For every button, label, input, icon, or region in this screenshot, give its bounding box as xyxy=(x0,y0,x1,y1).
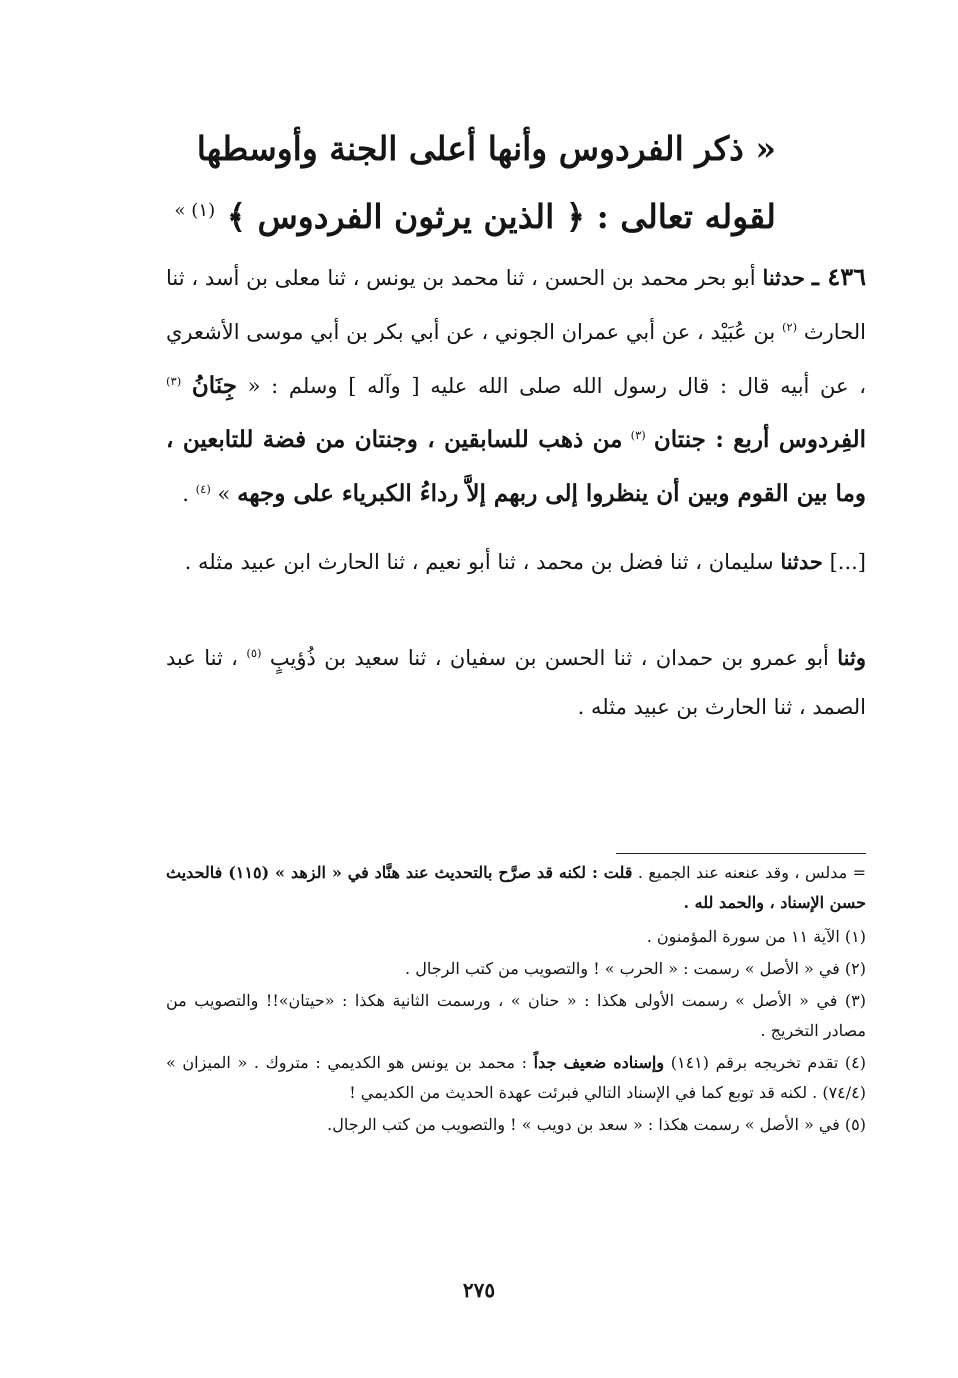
chapter-title-line-1: « ذكر الفردوس وأنها أعلى الجنة وأوسطها xyxy=(196,129,776,168)
footnote-ref-5: (٥) xyxy=(246,646,262,660)
chain-2-opener: حدثنا xyxy=(780,549,823,574)
footnote-continuation-part-1: = مدلس ، وقد عنعنه عند الجميع . xyxy=(632,863,867,882)
chain-2-bracket: [...] xyxy=(822,550,866,574)
footnote-continuation xyxy=(166,858,866,918)
hadith-matn-part-2: الفِردوس أربع : جنتان xyxy=(653,426,866,453)
hadith-436-paragraph xyxy=(166,252,866,519)
main-text xyxy=(166,252,866,732)
chapter-title-verse: لقوله تعالى : ﴿ الذين يرثون الفردوس ﴾ xyxy=(226,197,776,236)
footnote-3: (٣) في « الأصل » رسمت الأولى هكذا : « حنان » ، ورسمت الثانية هكذا : «حيتان»!! والتصويب من مصادر التخريج . xyxy=(166,991,866,1040)
chain-3-opener: وثنا xyxy=(837,645,866,670)
chain-2-paragraph xyxy=(166,537,866,587)
hadith-isnad-part-1: أبو بحر محمد بن الحسن ، ثنا محمد بن يونس ، ثنا معلى بن أسد ، ثنا الحارث xyxy=(166,266,866,344)
hadith-close-quote: » xyxy=(210,482,238,506)
footnote-ref-3a: (٣) xyxy=(166,374,182,388)
hadith-matn-part-1: جِنَانُ xyxy=(191,372,237,399)
footnote-4-grade: وإسناده ضعيف جداً xyxy=(533,1053,665,1072)
chain-2-text: سليمان ، ثنا فضل بن محمد ، ثنا أبو نعيم ، ثنا الحارث ابن عبيد مثله . xyxy=(184,550,774,574)
footnote-ref-1: (١) » xyxy=(174,200,216,221)
chain-3-text-part-2: ، ثنا عبد الصمد ، ثنا الحارث بن عبيد مثله . xyxy=(166,646,866,719)
footnote-4 xyxy=(166,1048,866,1108)
footnote-4-part-2: : محمد بن يونس هو الكديمي : متروك . « الميزان » (٧٤/٤) . لكنه قد توبع كما في الإسناد التالي فبرئت عهدة الحديث من الكديمي ! xyxy=(166,1053,866,1102)
footnote-ref-4: (٤) xyxy=(195,482,211,496)
footnote-ref-2: (٢) xyxy=(781,320,798,334)
footnotes xyxy=(166,858,866,1142)
footnote-continuation-part-2: قلت : لكنه قد صرَّح بالتحديث عند هنَّاد في « الزهد » (١١٥) فالحديث حسن الإسناد ، والحمد لله . xyxy=(166,863,866,912)
footnote-ref-3b: (٣) xyxy=(630,428,646,442)
hadith-number: ٤٣٦ ـ xyxy=(811,262,866,291)
hadith-matn-part-3: من ذهب للسابقين ، وجنتان من فضة للتابعين ، وما بين القوم وبين أن ينظروا إلى ربهم إلاَّ رداءُ الكبرياء على وجهه xyxy=(166,426,866,507)
chapter-heading xyxy=(136,118,776,248)
hadith-isnad-part-2: بن عُبَيْد ، عن أبي عمران الجوني ، عن أبي بكر بن أبي موسى الأشعري ، عن أبيه قال : قال رسول الله صلى الله عليه [ وآله ] وسلم : « xyxy=(166,320,866,398)
chain-3-paragraph xyxy=(166,629,866,732)
footnote-5: (٥) في « الأصل » رسمت هكذا : « سعد بن دويب » ! والتصويب من كتب الرجال. xyxy=(327,1115,866,1134)
footnote-2: (٢) في « الأصل » رسمت : « الحرب » ! والتصويب من كتب الرجال . xyxy=(405,959,866,978)
hadith-opener: حدثنا xyxy=(762,265,806,290)
hadith-end: . xyxy=(182,482,196,506)
footnote-separator xyxy=(616,853,866,854)
page-number: ٢٧٥ xyxy=(462,1278,496,1302)
chapter-title-line-2 xyxy=(136,180,776,248)
footnote-1: (١) الآية ١١ من سورة المؤمنون . xyxy=(646,927,866,946)
footnote-4-part-1: (٤) تقدم تخريجه برقم (١٤١) xyxy=(664,1053,867,1072)
chain-3-text-part-1: أبو عمرو بن حمدان ، ثنا الحسن بن سفيان ، ثنا سعيد بن ذُؤيبٍ xyxy=(269,646,829,670)
